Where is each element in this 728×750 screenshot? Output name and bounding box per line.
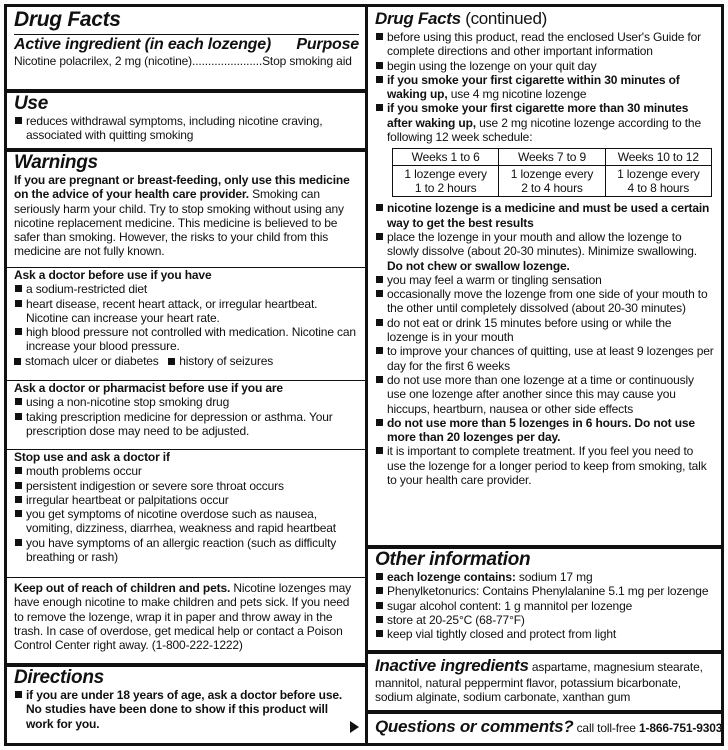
table-cell: 1 lozenge every 2 to 4 hours xyxy=(499,166,605,197)
pregnancy-warning: If you are pregnant or breast-feeding, only use this medicine on the advice of your health care provider. Smoking can seriously harm your child. Try to stop smoking without using any nicotine replacement medicine. This medicine is believed to be safer than smoking. However, the risks to your child from this medicine are not fully known. xyxy=(14,173,350,259)
list-item: begin using the lozenge on your quit day xyxy=(375,59,715,73)
ingredient-purpose: Stop smoking aid xyxy=(262,54,352,68)
table-header: Weeks 7 to 9 xyxy=(499,149,605,166)
list-item: place the lozenge in your mouth and allow the lozenge to slowly dissolve (about 20-30 minutes). Minimize swallowing. Do not chew or swallow lozenge. xyxy=(375,230,715,273)
table-header: Weeks 1 to 6 xyxy=(393,149,499,166)
bullet-icon xyxy=(376,76,383,83)
list-item: before using this product, read the enclosed User's Guide for complete directions and other important information xyxy=(375,30,715,59)
list-item: nicotine lozenge is a medicine and must be used a certain way to get the best results xyxy=(375,201,715,230)
directions-item: if you are under 18 years of age, ask a doctor before use. No studies have been done to show if this product will work for you. xyxy=(14,688,359,731)
purpose-heading: Purpose xyxy=(296,36,359,53)
keep-out-warning: Keep out of reach of children and pets. Nicotine lozenges may have enough nicotine to make children and pets sick. If you need to remove the lozenge, wrap it in paper and throw away in the trash. In case of overdose, get medical help or contact a Poison Control Center right away. (1-800-222-1222) xyxy=(14,581,351,653)
list-item: persistent indigestion or severe sore throat occurs xyxy=(14,479,359,493)
list-item: sugar alcohol content: 1 g mannitol per lozenge xyxy=(375,599,715,613)
list-item: do not use more than 5 lozenges in 6 hours. Do not use more than 20 lozenges per day. xyxy=(375,416,715,445)
list-item: you have symptoms of an allergic reaction (such as difficulty breathing or rash) xyxy=(14,536,359,565)
inactive-ingredients-heading: Inactive ingredients xyxy=(375,656,529,675)
bullet-icon xyxy=(376,616,383,623)
drug-facts-continued-title: Drug Facts (continued) xyxy=(375,9,547,28)
bullet-icon xyxy=(14,358,21,365)
leader-dots: ...................... xyxy=(192,54,263,68)
table-row xyxy=(393,166,712,197)
list-item: if you smoke your first cigarette within 30 minutes of waking up, use 4 mg nicotine lozenge xyxy=(375,73,715,102)
bullet-icon xyxy=(376,233,383,240)
inactive-ingredients-section xyxy=(368,650,721,705)
bullet-icon xyxy=(15,117,22,124)
bullet-icon xyxy=(376,347,383,354)
bullet-icon xyxy=(15,496,22,503)
bullet-icon xyxy=(15,467,22,474)
use-heading: Use xyxy=(14,93,48,114)
bullet-icon xyxy=(376,62,383,69)
warnings-heading: Warnings xyxy=(14,152,98,173)
list-item: taking prescription medicine for depression or asthma. Your prescription dose may need to be adjusted. xyxy=(14,410,359,439)
other-information-heading: Other information xyxy=(375,549,531,570)
ask-doctor-heading: Ask a doctor before use if you have xyxy=(14,268,212,282)
list-item: if you smoke your first cigarette more than 30 minutes after waking up, use 2 mg nicotine lozenge according to the following 12 week schedule: xyxy=(375,101,715,144)
list-item: heart disease, recent heart attack, or irregular heartbeat. Nicotine can increase your heart rate. xyxy=(14,297,359,326)
list-item: Phenylketonurics: Contains Phenylalanine 5.1 mg per lozenge xyxy=(375,584,715,598)
dosing-schedule-table xyxy=(392,148,712,197)
ingredient-name: Nicotine polacrilex, 2 mg (nicotine) xyxy=(14,54,193,68)
ask-pharmacist-heading: Ask a doctor or pharmacist before use if you are xyxy=(14,381,283,395)
other-information-section xyxy=(368,545,721,641)
list-item: a sodium-restricted diet xyxy=(14,282,359,296)
inactive-ingredients: Inactive ingredients aspartame, magnesium stearate, mannitol, natural peppermint flavor, potassium bicarbonate, sodium alginate, sodium carbonate, xanthan gum xyxy=(375,656,703,705)
use-item: reduces withdrawal symptoms, including nicotine craving, associated with quitting smoking xyxy=(14,114,359,143)
list-item: occasionally move the lozenge from one side of your mouth to the other until completely dissolved (about 20-30 minutes) xyxy=(375,287,715,316)
drug-facts-title: Drug Facts xyxy=(14,8,121,31)
bullet-icon xyxy=(15,482,22,489)
questions-heading: Questions or comments? xyxy=(375,717,574,736)
use-section xyxy=(7,89,365,143)
ask-doctor-section xyxy=(7,267,365,368)
bullet-icon xyxy=(15,510,22,517)
table-cell: 1 lozenge every 1 to 2 hours xyxy=(393,166,499,197)
list-item: store at 20-25°C (68-77°F) xyxy=(375,613,715,627)
list-item: keep vial tightly closed and protect from light xyxy=(375,627,715,641)
ask-pharmacist-section xyxy=(7,380,365,438)
bullet-icon xyxy=(15,539,22,546)
stop-use-section xyxy=(7,449,365,564)
drug-facts-label xyxy=(4,4,724,746)
active-ingredient-heading: Active ingredient (in each lozenge) xyxy=(14,36,272,53)
list-item: do not use more than one lozenge at a time or continuously use one lozenge after another since this may cause you hiccups, heartburn, nausea or other side effects xyxy=(375,373,715,416)
continue-arrow-icon xyxy=(350,721,359,733)
bullet-icon xyxy=(15,691,22,698)
questions-section xyxy=(368,710,721,743)
bullet-icon xyxy=(376,630,383,637)
bullet-icon xyxy=(376,573,383,580)
active-ingredient-line xyxy=(14,54,359,68)
bullet-icon xyxy=(376,290,383,297)
directions-section xyxy=(7,663,365,743)
warnings-section xyxy=(7,148,365,259)
inline-conditions: stomach ulcer or diabetes history of seizures xyxy=(14,354,359,368)
bullet-icon xyxy=(376,602,383,609)
drug-facts-section xyxy=(7,7,365,68)
table-row xyxy=(393,149,712,166)
list-item: high blood pressure not controlled with medication. Nicotine can increase your blood pressure. xyxy=(14,325,359,354)
right-column xyxy=(368,7,721,743)
list-item: to improve your chances of quitting, use at least 9 lozenges per day for the first 6 weeks xyxy=(375,344,715,373)
table-cell: 1 lozenge every 4 to 8 hours xyxy=(605,166,711,197)
list-item: mouth problems occur xyxy=(14,464,359,478)
bullet-icon xyxy=(15,328,22,335)
bullet-icon xyxy=(15,285,22,292)
list-item: each lozenge contains: sodium 17 mg xyxy=(375,570,715,584)
bullet-icon xyxy=(15,300,22,307)
list-item: it is important to complete treatment. If you feel you need to use the lozenge for a longer period to keep from smoking, talk to your health care provider. xyxy=(375,444,715,487)
list-item: irregular heartbeat or palpitations occur xyxy=(14,493,359,507)
bullet-icon xyxy=(15,413,22,420)
bullet-icon xyxy=(376,104,383,111)
bullet-icon xyxy=(376,419,383,426)
phone-number: 1-866-751-9303 xyxy=(639,721,723,735)
list-item: you get symptoms of nicotine overdose such as nausea, vomiting, dizziness, diarrhea, weakness and rapid heartbeat xyxy=(14,507,359,536)
bullet-icon xyxy=(376,447,383,454)
table-header: Weeks 10 to 12 xyxy=(605,149,711,166)
stop-use-heading: Stop use and ask a doctor if xyxy=(14,450,170,464)
active-ingredient-header xyxy=(14,34,359,54)
bullet-icon xyxy=(376,33,383,40)
bullet-icon xyxy=(168,358,175,365)
list-item: you may feel a warm or tingling sensation xyxy=(375,273,715,287)
list-item: do not eat or drink 15 minutes before using or while the lozenge is in your mouth xyxy=(375,316,715,345)
bullet-icon xyxy=(376,319,383,326)
bullet-icon xyxy=(376,204,383,211)
left-column xyxy=(7,7,368,743)
bullet-icon xyxy=(376,376,383,383)
bullet-icon xyxy=(15,398,22,405)
keep-out-section xyxy=(7,577,365,652)
bullet-icon xyxy=(376,276,383,283)
list-item: using a non-nicotine stop smoking drug xyxy=(14,395,359,409)
bullet-icon xyxy=(376,587,383,594)
directions-heading: Directions xyxy=(14,667,104,688)
directions-continued-section xyxy=(368,7,721,487)
questions-line: Questions or comments? call toll-free 1-866-751-9303 xyxy=(375,717,723,736)
